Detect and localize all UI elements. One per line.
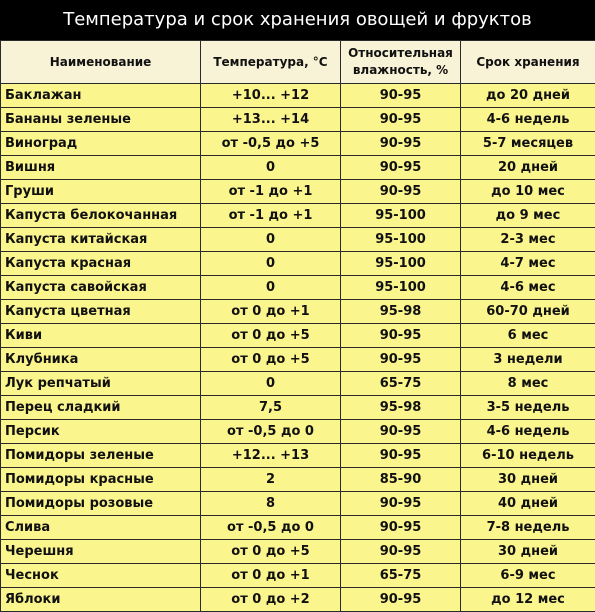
cell-name: Бананы зеленые [1,108,201,132]
table-row [1,252,595,276]
cell-storage: 30 дней [461,468,595,492]
cell-humidity: 90-95 [341,84,461,108]
cell-humidity: 90-95 [341,492,461,516]
table-row [1,156,595,180]
cell-temperature: +10... +12 [201,84,341,108]
cell-storage: 4-6 мес [461,276,595,300]
cell-humidity: 65-75 [341,372,461,396]
storage-table [0,40,595,612]
column-header-humidity [341,41,461,84]
cell-name: Капуста савойская [1,276,201,300]
page-title: Температура и срок хранения овощей и фруктов [0,0,595,40]
cell-humidity: 90-95 [341,588,461,612]
cell-storage: 60-70 дней [461,300,595,324]
cell-temperature: от 0 до +5 [201,348,341,372]
cell-storage: 4-7 мес [461,252,595,276]
cell-humidity: 90-95 [341,156,461,180]
table-row [1,108,595,132]
cell-temperature: от -0,5 до +5 [201,132,341,156]
cell-temperature: от -0,5 до 0 [201,420,341,444]
cell-temperature: 8 [201,492,341,516]
column-header-storage: Срок хранения [461,41,595,84]
cell-name: Помидоры красные [1,468,201,492]
table-header-row [1,41,595,84]
cell-storage: 40 дней [461,492,595,516]
cell-humidity: 90-95 [341,420,461,444]
cell-name: Капуста китайская [1,228,201,252]
cell-name: Слива [1,516,201,540]
table-row [1,444,595,468]
cell-name: Черешня [1,540,201,564]
cell-name: Яблоки [1,588,201,612]
cell-humidity: 90-95 [341,132,461,156]
cell-name: Вишня [1,156,201,180]
cell-name: Помидоры зеленые [1,444,201,468]
cell-storage: 2-3 мес [461,228,595,252]
cell-name: Виноград [1,132,201,156]
cell-humidity: 85-90 [341,468,461,492]
cell-temperature: от 0 до +1 [201,300,341,324]
cell-name: Персик [1,420,201,444]
table-row [1,300,595,324]
cell-humidity: 95-100 [341,204,461,228]
table-row [1,468,595,492]
cell-name: Капуста красная [1,252,201,276]
cell-storage: 4-6 недель [461,108,595,132]
cell-temperature: от 0 до +2 [201,588,341,612]
table-row [1,204,595,228]
column-header-name: Наименование [1,41,201,84]
cell-temperature: от 0 до +5 [201,540,341,564]
cell-name: Помидоры розовые [1,492,201,516]
cell-storage: 20 дней [461,156,595,180]
table-row [1,420,595,444]
cell-storage: до 12 мес [461,588,595,612]
cell-name: Груши [1,180,201,204]
cell-humidity: 95-100 [341,252,461,276]
column-header-humidity-line2: влажность, % [353,63,448,77]
cell-humidity: 90-95 [341,324,461,348]
cell-storage: до 20 дней [461,84,595,108]
cell-humidity: 95-98 [341,396,461,420]
cell-name: Баклажан [1,84,201,108]
cell-storage: 7-8 недель [461,516,595,540]
cell-temperature: 0 [201,156,341,180]
table-row [1,588,595,612]
cell-storage: 30 дней [461,540,595,564]
cell-name: Чеснок [1,564,201,588]
cell-humidity: 90-95 [341,180,461,204]
cell-humidity: 90-95 [341,444,461,468]
cell-temperature: +13... +14 [201,108,341,132]
cell-name: Перец сладкий [1,396,201,420]
cell-name: Капуста цветная [1,300,201,324]
cell-temperature: 0 [201,228,341,252]
cell-temperature: от -1 до +1 [201,180,341,204]
cell-storage: 6-10 недель [461,444,595,468]
cell-name: Капуста белокочанная [1,204,201,228]
cell-storage: 4-6 недель [461,420,595,444]
cell-storage: 3 недели [461,348,595,372]
column-header-humidity-line1: Относительная [348,46,453,60]
cell-humidity: 90-95 [341,516,461,540]
cell-temperature: +12... +13 [201,444,341,468]
cell-temperature: 0 [201,252,341,276]
table-row [1,492,595,516]
table-row [1,564,595,588]
cell-humidity: 65-75 [341,564,461,588]
cell-temperature: от -0,5 до 0 [201,516,341,540]
table-row [1,540,595,564]
cell-humidity: 95-100 [341,276,461,300]
table-row [1,516,595,540]
cell-storage: до 9 мес [461,204,595,228]
cell-temperature: 0 [201,372,341,396]
cell-temperature: 0 [201,276,341,300]
cell-storage: 5-7 месяцев [461,132,595,156]
table-row [1,276,595,300]
column-header-temperature: Температура, °C [201,41,341,84]
table-row [1,372,595,396]
table-row [1,348,595,372]
cell-humidity: 95-98 [341,300,461,324]
cell-humidity: 90-95 [341,348,461,372]
cell-temperature: от 0 до +1 [201,564,341,588]
table-row [1,324,595,348]
cell-temperature: 2 [201,468,341,492]
table-row [1,228,595,252]
cell-storage: 3-5 недель [461,396,595,420]
cell-temperature: от 0 до +5 [201,324,341,348]
table-row [1,132,595,156]
cell-name: Клубника [1,348,201,372]
cell-storage: 8 мес [461,372,595,396]
cell-name: Киви [1,324,201,348]
cell-temperature: от -1 до +1 [201,204,341,228]
table-row [1,396,595,420]
cell-temperature: 7,5 [201,396,341,420]
cell-storage: 6 мес [461,324,595,348]
table-row [1,84,595,108]
cell-name: Лук репчатый [1,372,201,396]
cell-humidity: 95-100 [341,228,461,252]
table-row [1,180,595,204]
cell-storage: 6-9 мес [461,564,595,588]
cell-humidity: 90-95 [341,540,461,564]
cell-humidity: 90-95 [341,108,461,132]
cell-storage: до 10 мес [461,180,595,204]
